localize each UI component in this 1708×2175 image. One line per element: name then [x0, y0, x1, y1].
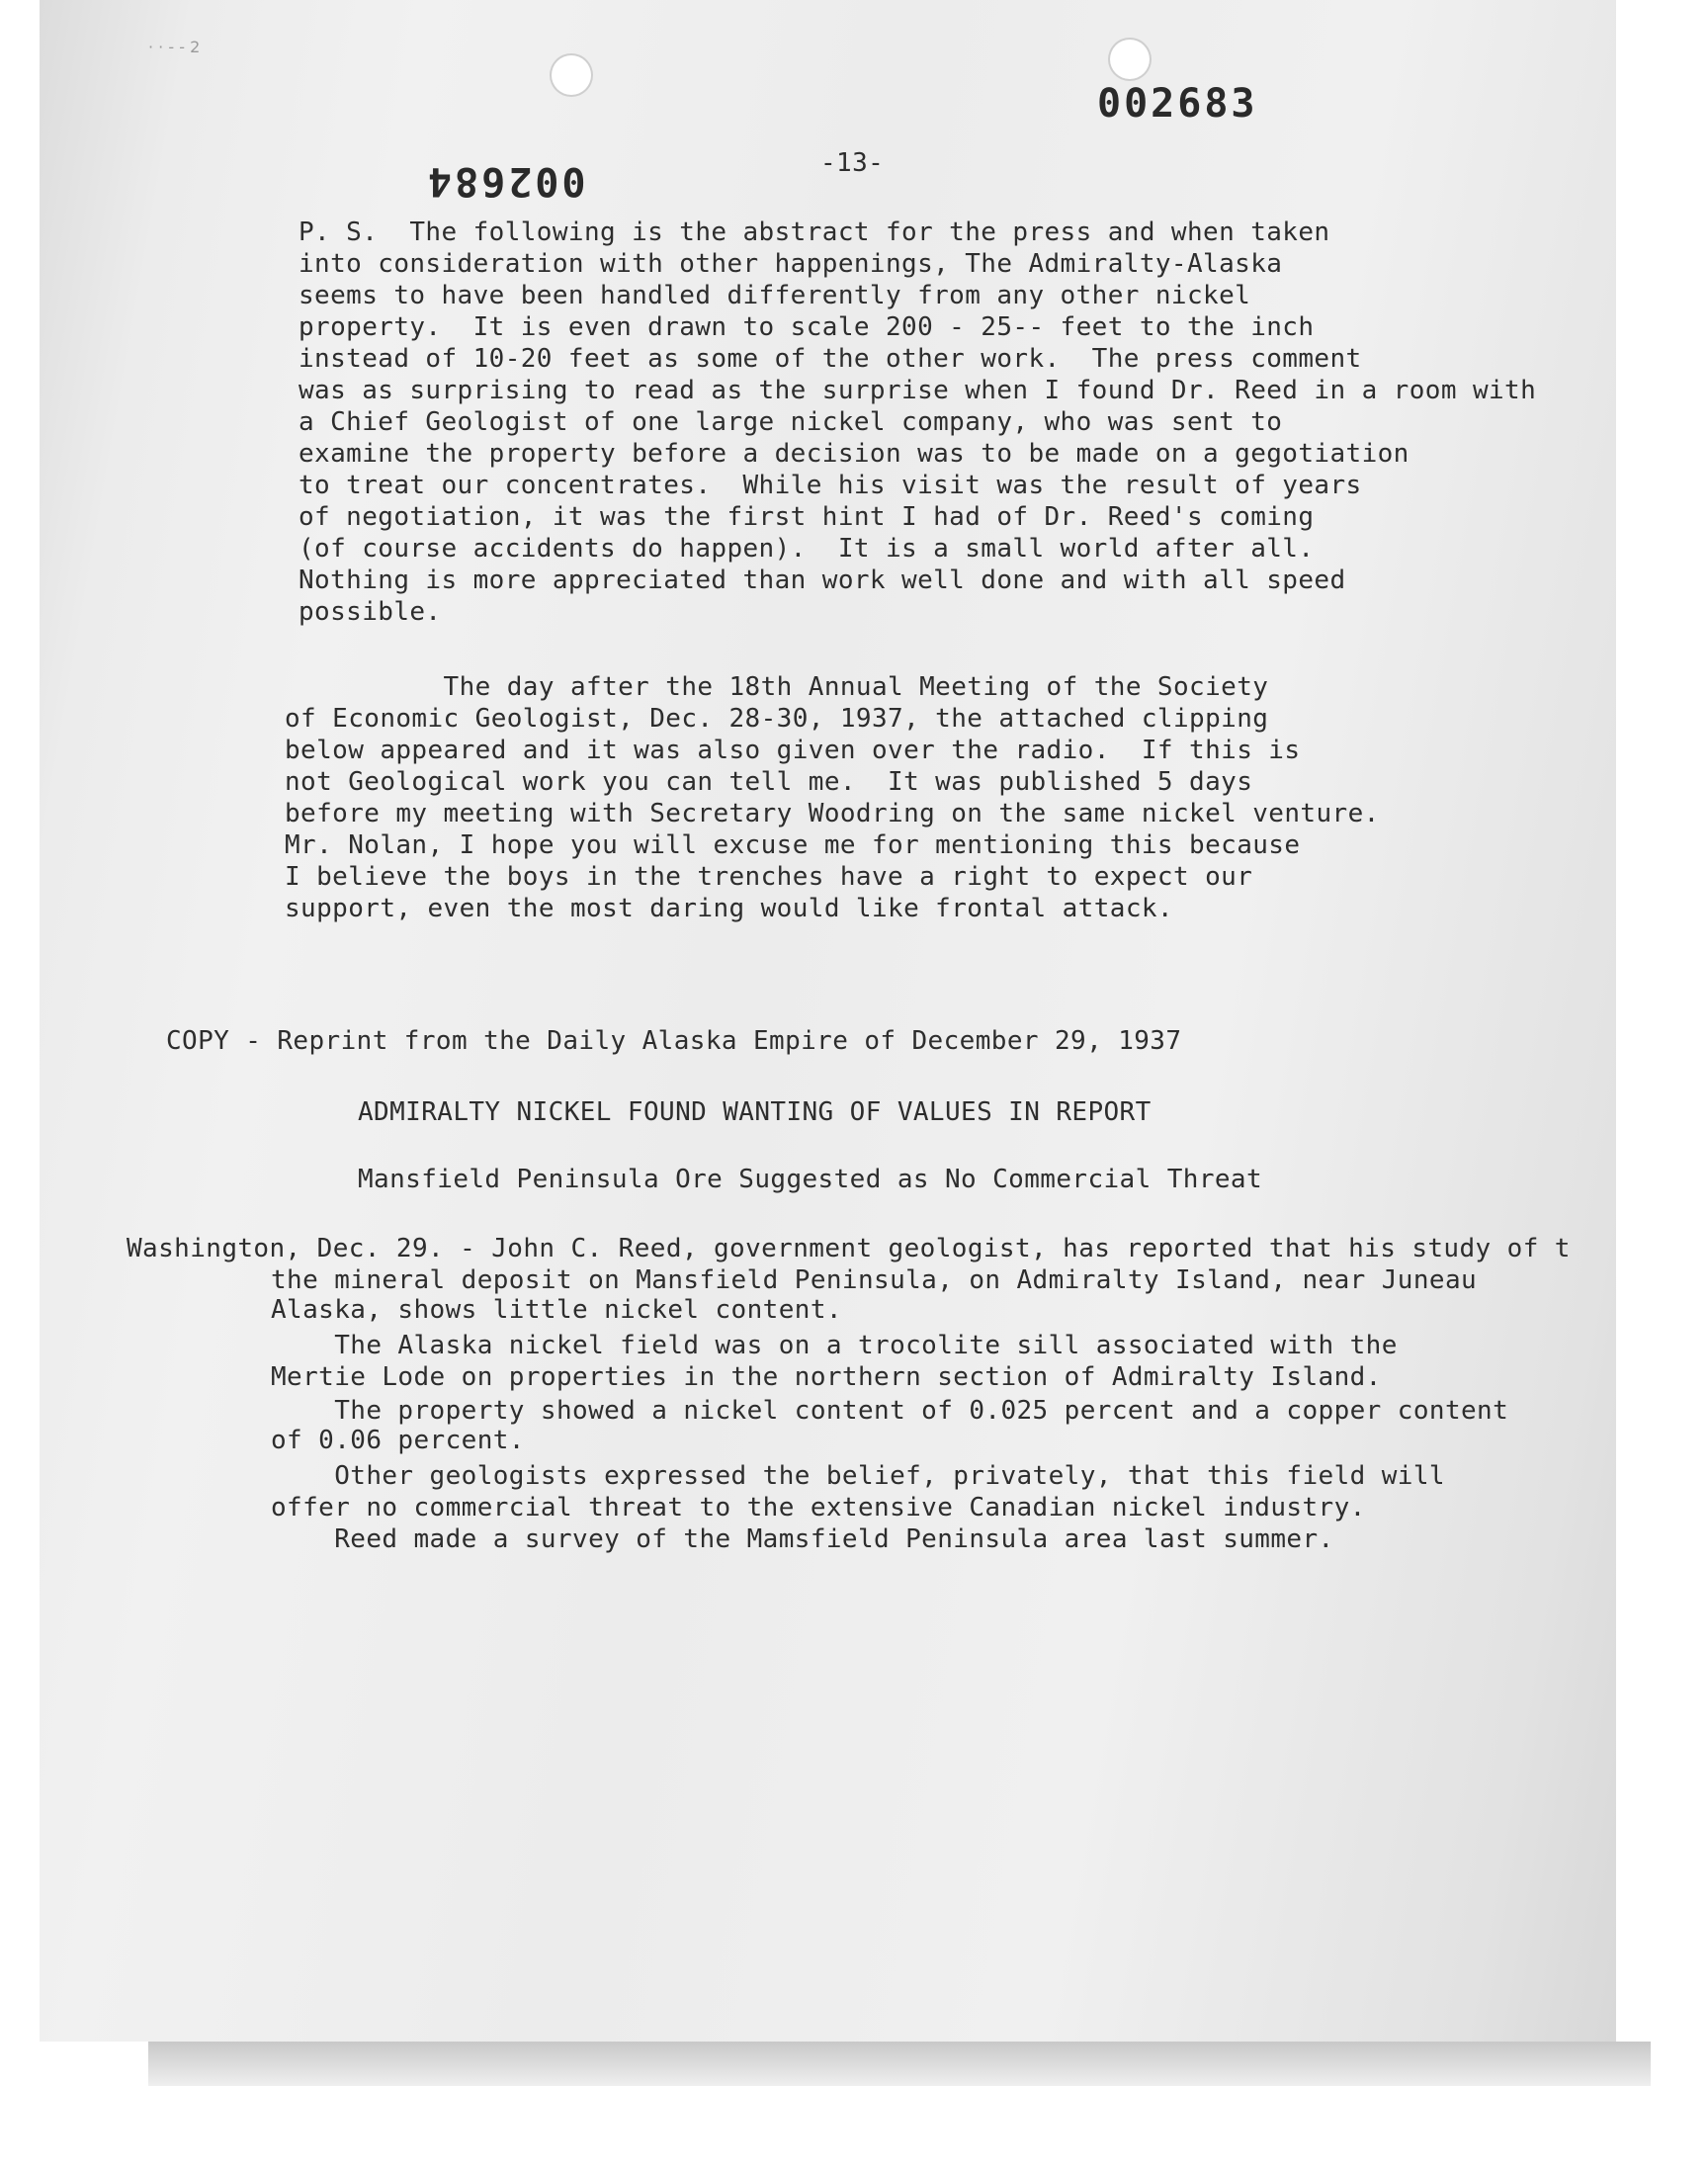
ps-line: Nothing is more appreciated than work well done and with all speed — [299, 566, 1346, 595]
punch-hole — [552, 55, 591, 95]
reprint-body-line: the mineral deposit on Mansfield Peninsula, on Admiralty Island, near Juneau — [271, 1265, 1478, 1295]
ps-line: examine the property before a decision was to be made on a gegotiation — [299, 439, 1409, 469]
reprint-subheadline: Mansfield Peninsula Ore Suggested as No Commercial Threat — [358, 1165, 1263, 1194]
reprint-headline: ADMIRALTY NICKEL FOUND WANTING OF VALUES IN REPORT — [358, 1097, 1152, 1127]
reprint-body-line: Washington, Dec. 29. - John C. Reed, government geologist, has reported that his study of t — [127, 1234, 1571, 1263]
ps-line: was as surprising to read as the surprise when I found Dr. Reed in a room with — [299, 376, 1537, 405]
bates-stamp-bleedthrough: 002684 — [425, 158, 586, 204]
ps-line: to treat our concentrates. While his visit was the result of years — [299, 471, 1362, 500]
page-number: -13- — [820, 148, 885, 178]
reprint-body-line: Alaska, shows little nickel content. — [271, 1295, 842, 1325]
copy-line: COPY - Reprint from the Daily Alaska Empire of December 29, 1937 — [166, 1026, 1182, 1056]
paragraph-line: not Geological work you can tell me. It was published 5 days — [285, 767, 1253, 797]
reprint-body-line: Other geologists expressed the belief, privately, that this field will — [271, 1461, 1445, 1491]
paragraph-line: support, even the most daring would like frontal attack. — [285, 894, 1173, 923]
ps-line: possible. — [299, 597, 442, 627]
paragraph-line: below appeared and it was also given over the radio. If this is — [285, 736, 1301, 765]
document-page — [40, 0, 1616, 2042]
reprint-body-line: offer no commercial threat to the extensive Canadian nickel industry. — [271, 1493, 1366, 1522]
corner-mark: · · - - 2 — [148, 38, 201, 56]
bates-stamp: 002683 — [1097, 81, 1258, 127]
reprint-body-line: Reed made a survey of the Mamsfield Peninsula area last summer. — [271, 1524, 1334, 1554]
ps-line: into consideration with other happenings, The Admiralty-Alaska — [299, 249, 1283, 279]
ps-line: (of course accidents do happen). It is a small world after all. — [299, 534, 1315, 564]
paragraph-line: The day after the 18th Annual Meeting of the Society — [285, 672, 1269, 702]
reprint-body-line: Mertie Lode on properties in the northern section of Admiralty Island. — [271, 1362, 1382, 1392]
paragraph-line: Mr. Nolan, I hope you will excuse me for mentioning this because — [285, 830, 1301, 860]
paragraph-line: of Economic Geologist, Dec. 28-30, 1937, the attached clipping — [285, 704, 1269, 734]
reprint-body-line: The property showed a nickel content of 0.025 percent and a copper content — [271, 1396, 1509, 1426]
reprint-body-line: The Alaska nickel field was on a trocolite sill associated with the — [271, 1331, 1398, 1360]
punch-hole — [1110, 40, 1150, 79]
ps-line: seems to have been handled differently from any other nickel — [299, 281, 1251, 310]
paragraph-line: I believe the boys in the trenches have a right to expect our — [285, 862, 1253, 892]
ps-line: of negotiation, it was the first hint I had of Dr. Reed's coming — [299, 502, 1315, 532]
reprint-body-line: of 0.06 percent. — [271, 1426, 525, 1455]
ps-line: instead of 10-20 feet as some of the other work. The press comment — [299, 344, 1362, 374]
ps-line: P. S. The following is the abstract for the press and when taken — [299, 218, 1330, 247]
page-bottom-shadow — [148, 2042, 1651, 2086]
ps-line: a Chief Geologist of one large nickel company, who was sent to — [299, 407, 1283, 437]
paragraph-line: before my meeting with Secretary Woodring on the same nickel venture. — [285, 799, 1380, 828]
ps-line: property. It is even drawn to scale 200 - 25-- feet to the inch — [299, 312, 1315, 342]
